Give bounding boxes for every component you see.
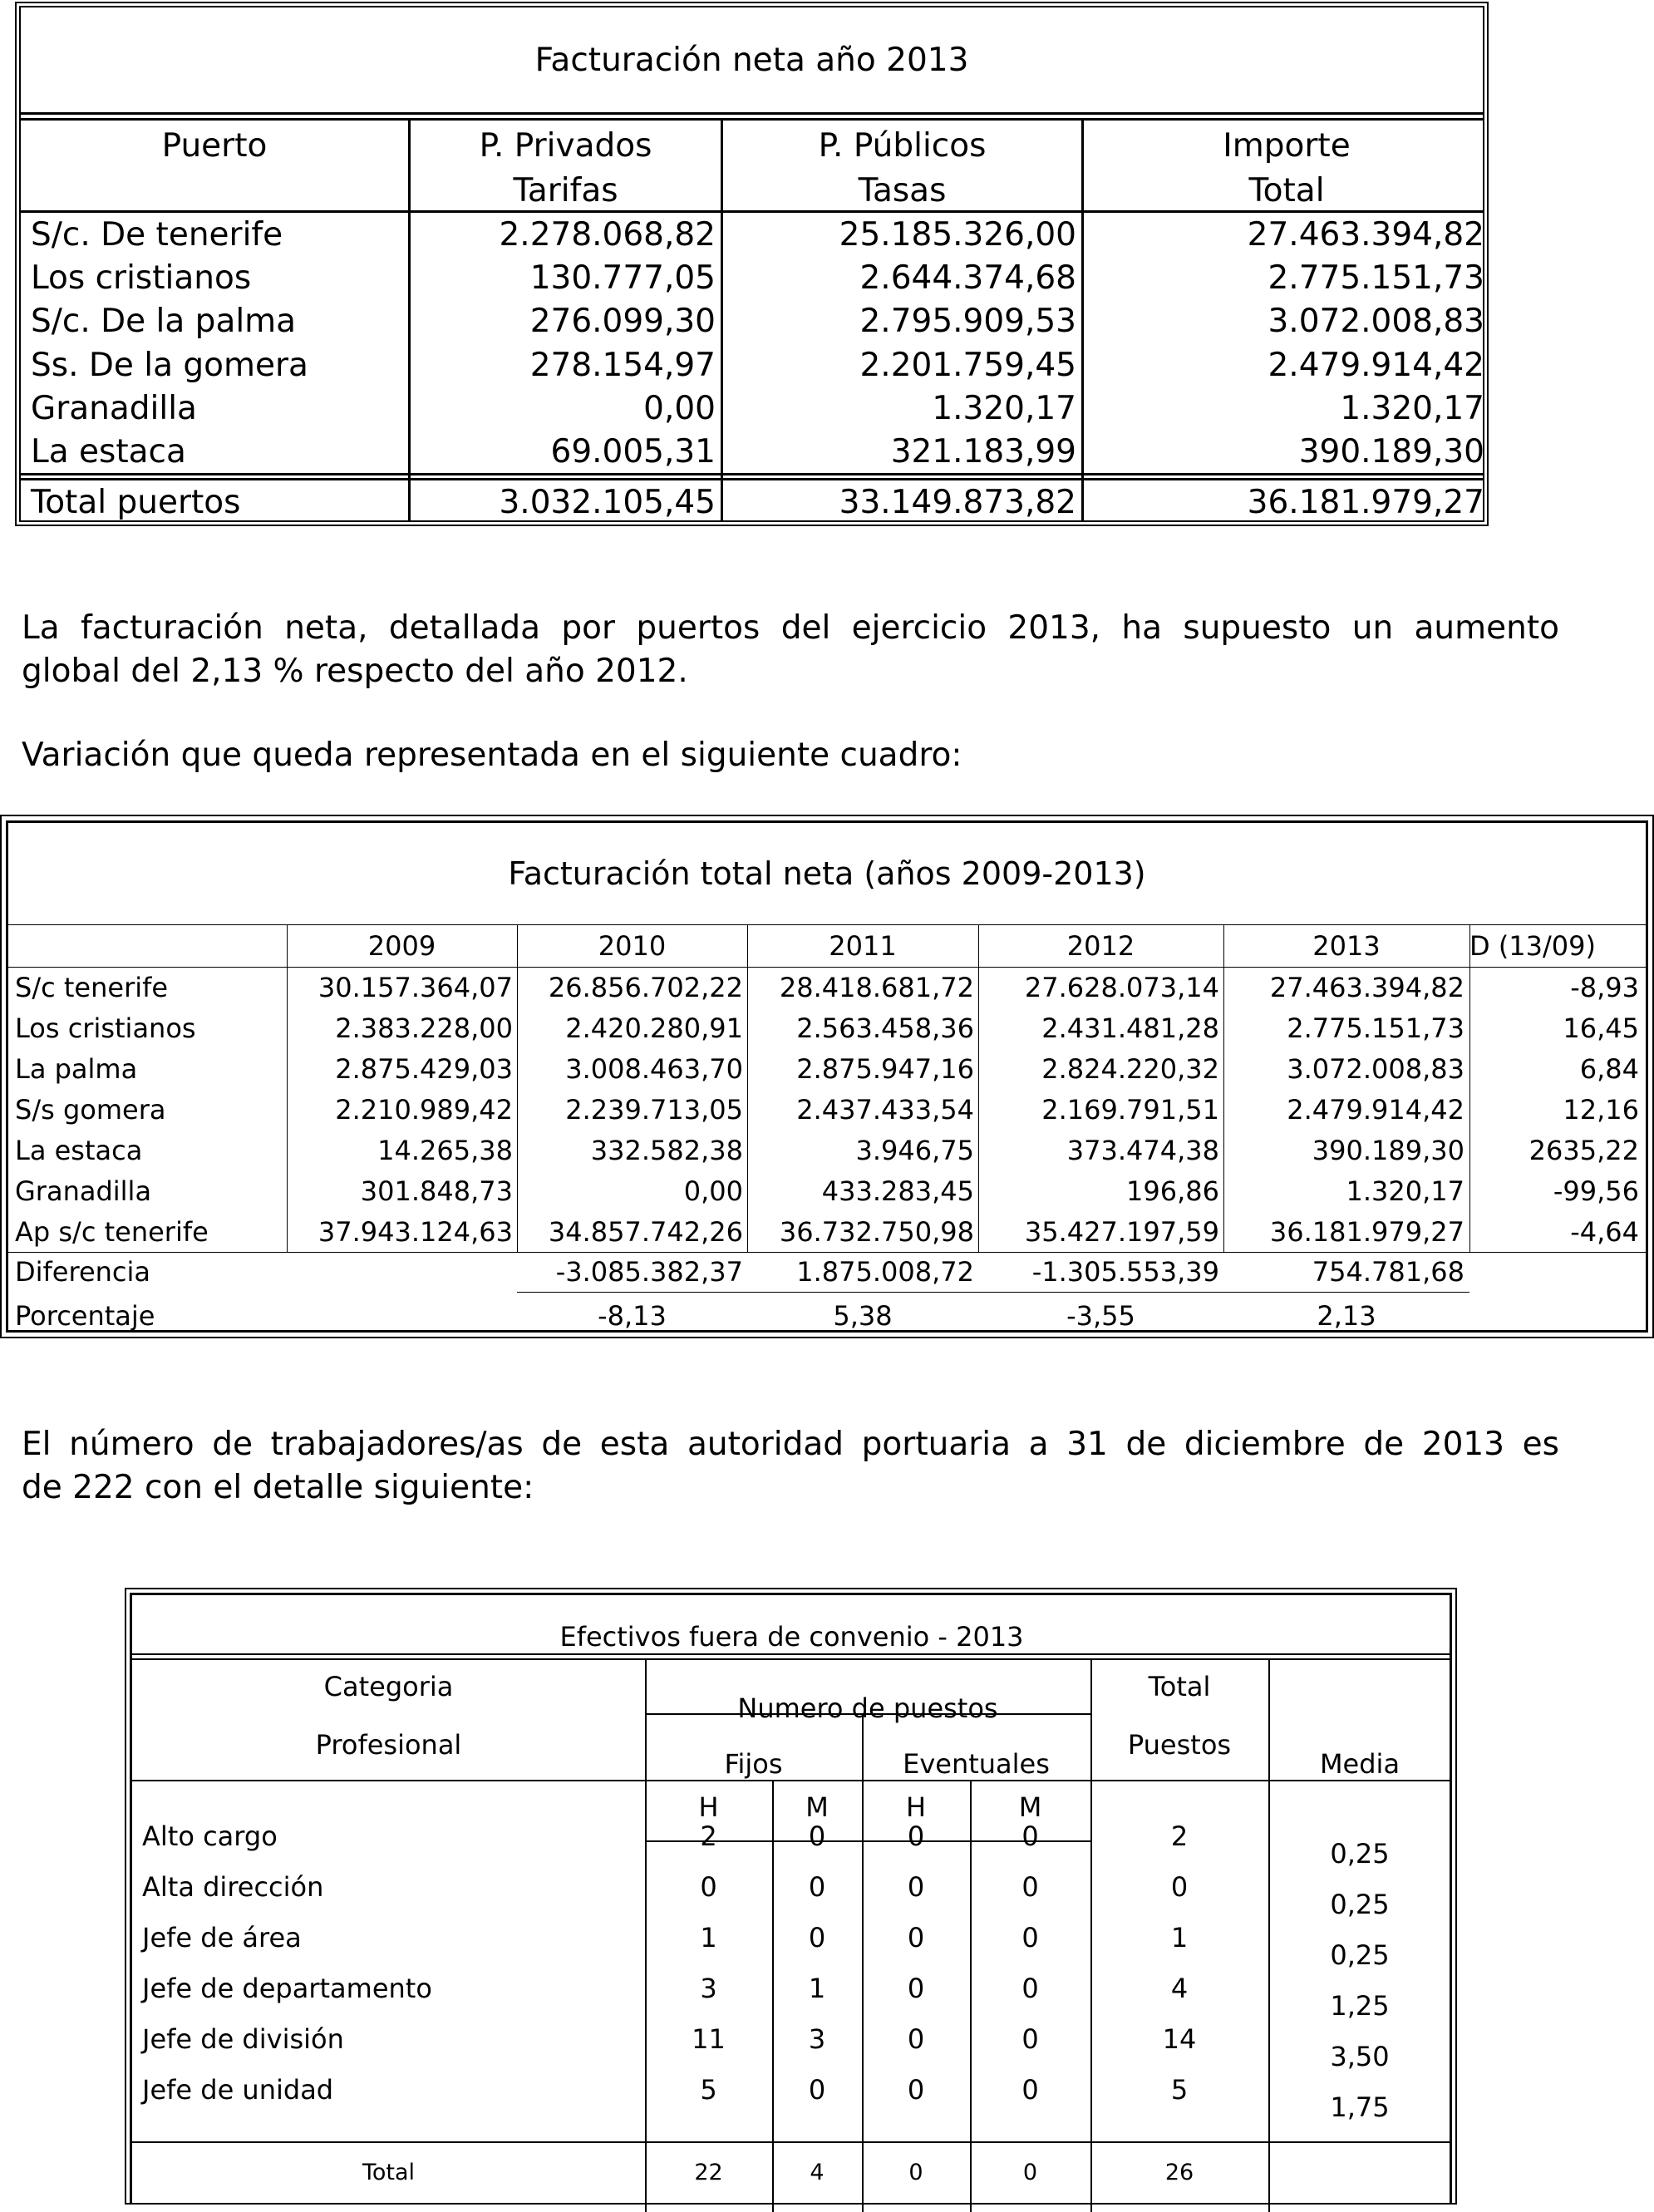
amount: 35.427.197,59 [1024, 1216, 1219, 1248]
amount: 14.265,38 [377, 1135, 513, 1166]
port-name: Granadilla [15, 1175, 152, 1207]
amount: 2.875.947,16 [796, 1053, 974, 1085]
port-name: Ap s/c tenerife [15, 1216, 209, 1248]
amount: 28.418.681,72 [779, 972, 974, 1003]
year-header: 2012 [1066, 930, 1135, 962]
porcentaje-value: -3,55 [1066, 1300, 1135, 1332]
count: 1 [700, 1922, 717, 1953]
amount: 27.463.394,82 [1247, 216, 1484, 254]
year-header: 2013 [1312, 930, 1381, 962]
total-amount: 33.149.873,82 [839, 484, 1076, 521]
port-name: La estaca [31, 433, 186, 470]
category-name: Jefe de departamento [142, 1973, 432, 2004]
media-value: 0,25 [1330, 1889, 1390, 1920]
amount: 12,16 [1563, 1094, 1639, 1126]
amount: -99,56 [1553, 1175, 1639, 1207]
total-label: Total [362, 2160, 416, 2185]
row-total: 1 [1170, 1922, 1189, 1953]
count: 0 [1021, 2023, 1039, 2055]
porcentaje-value: 5,38 [833, 1300, 893, 1332]
amount: 278.154,97 [529, 346, 716, 384]
diferencia-value: 754.781,68 [1312, 1256, 1464, 1288]
staff-table [125, 1588, 1457, 2205]
table-title: Facturación neta año 2013 [21, 7, 1483, 115]
amount: 433.283,45 [821, 1175, 974, 1207]
amount: 3.008.463,70 [565, 1053, 743, 1085]
category-name: Jefe de división [142, 2023, 344, 2055]
count: 11 [692, 2023, 726, 2055]
port-name: Ss. De la gomera [31, 346, 308, 384]
row-total: 2 [1170, 1820, 1189, 1852]
year-header: D (13/09) [1469, 930, 1596, 962]
grand-total: 26 [1164, 2160, 1194, 2185]
count: 0 [907, 1922, 925, 1953]
count: 0 [1021, 1922, 1039, 1953]
amount: 2.479.914,42 [1268, 346, 1484, 384]
row-total: 14 [1162, 2023, 1197, 2055]
amount: 6,84 [1579, 1053, 1639, 1085]
header-fijos: Fijos [724, 1748, 783, 1780]
amount: 2.210.989,42 [335, 1094, 513, 1126]
porcentaje-value: -8,13 [598, 1300, 667, 1332]
count: 2 [700, 1820, 717, 1852]
header-numero-puestos: Numero de puestos [737, 1692, 998, 1724]
count: 0 [907, 2023, 925, 2055]
count: 0 [907, 2074, 925, 2106]
amount: 34.857.742,26 [548, 1216, 743, 1248]
count: 0 [1021, 1973, 1039, 2004]
count: 1 [808, 1973, 826, 2004]
total-amount: 36.181.979,27 [1247, 484, 1484, 521]
amount: 37.943.124,63 [318, 1216, 513, 1248]
category-name: Alta dirección [142, 1871, 324, 1903]
amount: 2.644.374,68 [859, 259, 1076, 298]
port-name: Granadilla [31, 389, 197, 427]
amount: 2.775.151,73 [1287, 1012, 1464, 1044]
amount: 30.157.364,07 [318, 972, 513, 1003]
sub-header: H [905, 1791, 927, 1823]
count: 3 [700, 1973, 717, 2004]
amount: 373.474,38 [1066, 1135, 1219, 1166]
category-name: Jefe de área [142, 1922, 302, 1953]
header-profesional: Profesional [315, 1729, 462, 1761]
amount: 301.848,73 [360, 1175, 513, 1207]
amount: 16,45 [1563, 1012, 1639, 1044]
porcentaje-value: 2,13 [1317, 1300, 1376, 1332]
header-publicos: P. Públicos Tasas [818, 127, 987, 209]
amount: 27.628.073,14 [1024, 972, 1219, 1003]
amount: 332.582,38 [590, 1135, 743, 1166]
table-title: Efectivos fuera de convenio - 2013 [559, 1621, 1024, 1653]
amount: 2.420.280,91 [565, 1012, 743, 1044]
amount: 1.320,17 [1346, 1175, 1464, 1207]
amount: 390.189,30 [1298, 433, 1484, 470]
row-total: 0 [1170, 1871, 1189, 1903]
amount: 2.201.759,45 [859, 346, 1076, 384]
port-name: S/c. De tenerife [31, 216, 283, 254]
count: 0 [907, 1820, 925, 1852]
net-billing-2013-table [15, 2, 1489, 526]
paragraph-increase: La facturación neta, detallada por puertos del ejercicio 2013, ha supuesto un aumento global del 2,13 % respecto del año 2012. [22, 609, 1559, 690]
amount: 321.183,99 [890, 433, 1076, 470]
media-value: 0,25 [1330, 1939, 1390, 1971]
media-value: 3,50 [1330, 2041, 1390, 2072]
amount: 2.383.228,00 [335, 1012, 513, 1044]
paragraph-variation: Variación que queda representada en el siguiente cuadro: [22, 737, 962, 774]
header-media: Media [1319, 1748, 1400, 1780]
count: 0 [700, 1871, 717, 1903]
amount: 3.072.008,83 [1287, 1053, 1464, 1085]
total-count: 0 [908, 2160, 923, 2185]
count: 5 [700, 2074, 717, 2106]
amount: 2.278.068,82 [499, 216, 716, 254]
diferencia-value: -3.085.382,37 [555, 1256, 743, 1288]
count: 0 [808, 1922, 826, 1953]
amount: 390.189,30 [1312, 1135, 1464, 1166]
media-value: 1,25 [1330, 1990, 1390, 2022]
media-value: 0,25 [1330, 1838, 1390, 1870]
sub-header: H [698, 1791, 719, 1823]
net-billing-2009-2013-table [0, 815, 1654, 1338]
port-name: S/s gomera [15, 1094, 166, 1126]
amount: 25.185.326,00 [839, 216, 1076, 254]
paragraph-workers: El número de trabajadores/as de esta autoridad portuaria a 31 de diciembre de 2013 es de 222 con el detalle siguiente: [22, 1426, 1559, 1506]
port-name: La estaca [15, 1135, 143, 1166]
header-total: Total [1148, 1671, 1211, 1702]
year-header: 2010 [598, 930, 667, 962]
total-count: 0 [1022, 2160, 1038, 2185]
count: 0 [1021, 2074, 1039, 2106]
port-name: La palma [15, 1053, 138, 1085]
total-count: 4 [810, 2160, 825, 2185]
port-name: Los cristianos [15, 1012, 196, 1044]
table-title: Facturación total neta (años 2009-2013) [508, 855, 1146, 892]
amount: 27.463.394,82 [1269, 972, 1464, 1003]
amount: 2.563.458,36 [796, 1012, 974, 1044]
category-name: Jefe de unidad [142, 2074, 334, 2106]
count: 3 [808, 2023, 826, 2055]
count: 0 [1021, 1871, 1039, 1903]
diferencia-value: -1.305.553,39 [1031, 1256, 1219, 1288]
row-total: 5 [1170, 2074, 1189, 2106]
diferencia-label: Diferencia [15, 1256, 150, 1288]
amount: 2.824.220,32 [1041, 1053, 1219, 1085]
count: 0 [907, 1871, 925, 1903]
amount: -4,64 [1570, 1216, 1639, 1248]
row-total: 4 [1170, 1973, 1189, 2004]
sub-header: M [1018, 1791, 1042, 1823]
header-categoria: Categoria [323, 1671, 454, 1702]
count: 0 [808, 1871, 826, 1903]
amount: 1.320,17 [932, 389, 1076, 427]
header-puestos: Puestos [1127, 1729, 1232, 1761]
amount: -8,93 [1570, 972, 1639, 1003]
amount: 2.775.151,73 [1268, 259, 1484, 298]
amount: 36.732.750,98 [779, 1216, 974, 1248]
count: 0 [808, 1820, 826, 1852]
header-puerto: Puerto [161, 127, 268, 165]
header-importe: Importe Total [1223, 127, 1351, 209]
year-header: 2009 [367, 930, 436, 962]
total-count: 22 [694, 2160, 723, 2185]
header-eventuales: Eventuales [903, 1748, 1050, 1780]
port-name: S/c. De la palma [31, 303, 297, 341]
amount: 130.777,05 [529, 259, 716, 298]
amount: 0,00 [683, 1175, 743, 1207]
amount: 0,00 [643, 389, 716, 427]
amount: 2.795.909,53 [859, 303, 1076, 341]
sub-header: M [805, 1791, 829, 1823]
amount: 1.320,17 [1340, 389, 1484, 427]
porcentaje-label: Porcentaje [15, 1300, 155, 1332]
count: 0 [907, 1973, 925, 2004]
year-header: 2011 [829, 930, 897, 962]
amount: 2.875.429,03 [335, 1053, 513, 1085]
port-name: Los cristianos [31, 259, 252, 298]
amount: 196,86 [1126, 1175, 1219, 1207]
amount: 26.856.702,22 [548, 972, 743, 1003]
amount: 3.072.008,83 [1268, 303, 1484, 341]
count: 0 [808, 2074, 826, 2106]
diferencia-value: 1.875.008,72 [796, 1256, 974, 1288]
header-privados: P. Privados Tarifas [479, 127, 652, 209]
category-name: Alto cargo [142, 1820, 278, 1852]
amount: 2.437.433,54 [796, 1094, 974, 1126]
amount: 2.479.914,42 [1287, 1094, 1464, 1126]
count: 0 [1021, 1820, 1039, 1852]
amount: 3.946,75 [855, 1135, 974, 1166]
amount: 2.169.791,51 [1041, 1094, 1219, 1126]
amount: 2.239.713,05 [565, 1094, 743, 1126]
amount: 36.181.979,27 [1269, 1216, 1464, 1248]
amount: 69.005,31 [550, 433, 716, 470]
total-label: Total puertos [31, 484, 241, 521]
total-amount: 3.032.105,45 [499, 484, 716, 521]
port-name: S/c tenerife [15, 972, 169, 1003]
amount: 2.431.481,28 [1041, 1012, 1219, 1044]
media-value: 1,75 [1330, 2091, 1390, 2123]
amount: 276.099,30 [529, 303, 716, 341]
amount: 2635,22 [1528, 1135, 1639, 1166]
